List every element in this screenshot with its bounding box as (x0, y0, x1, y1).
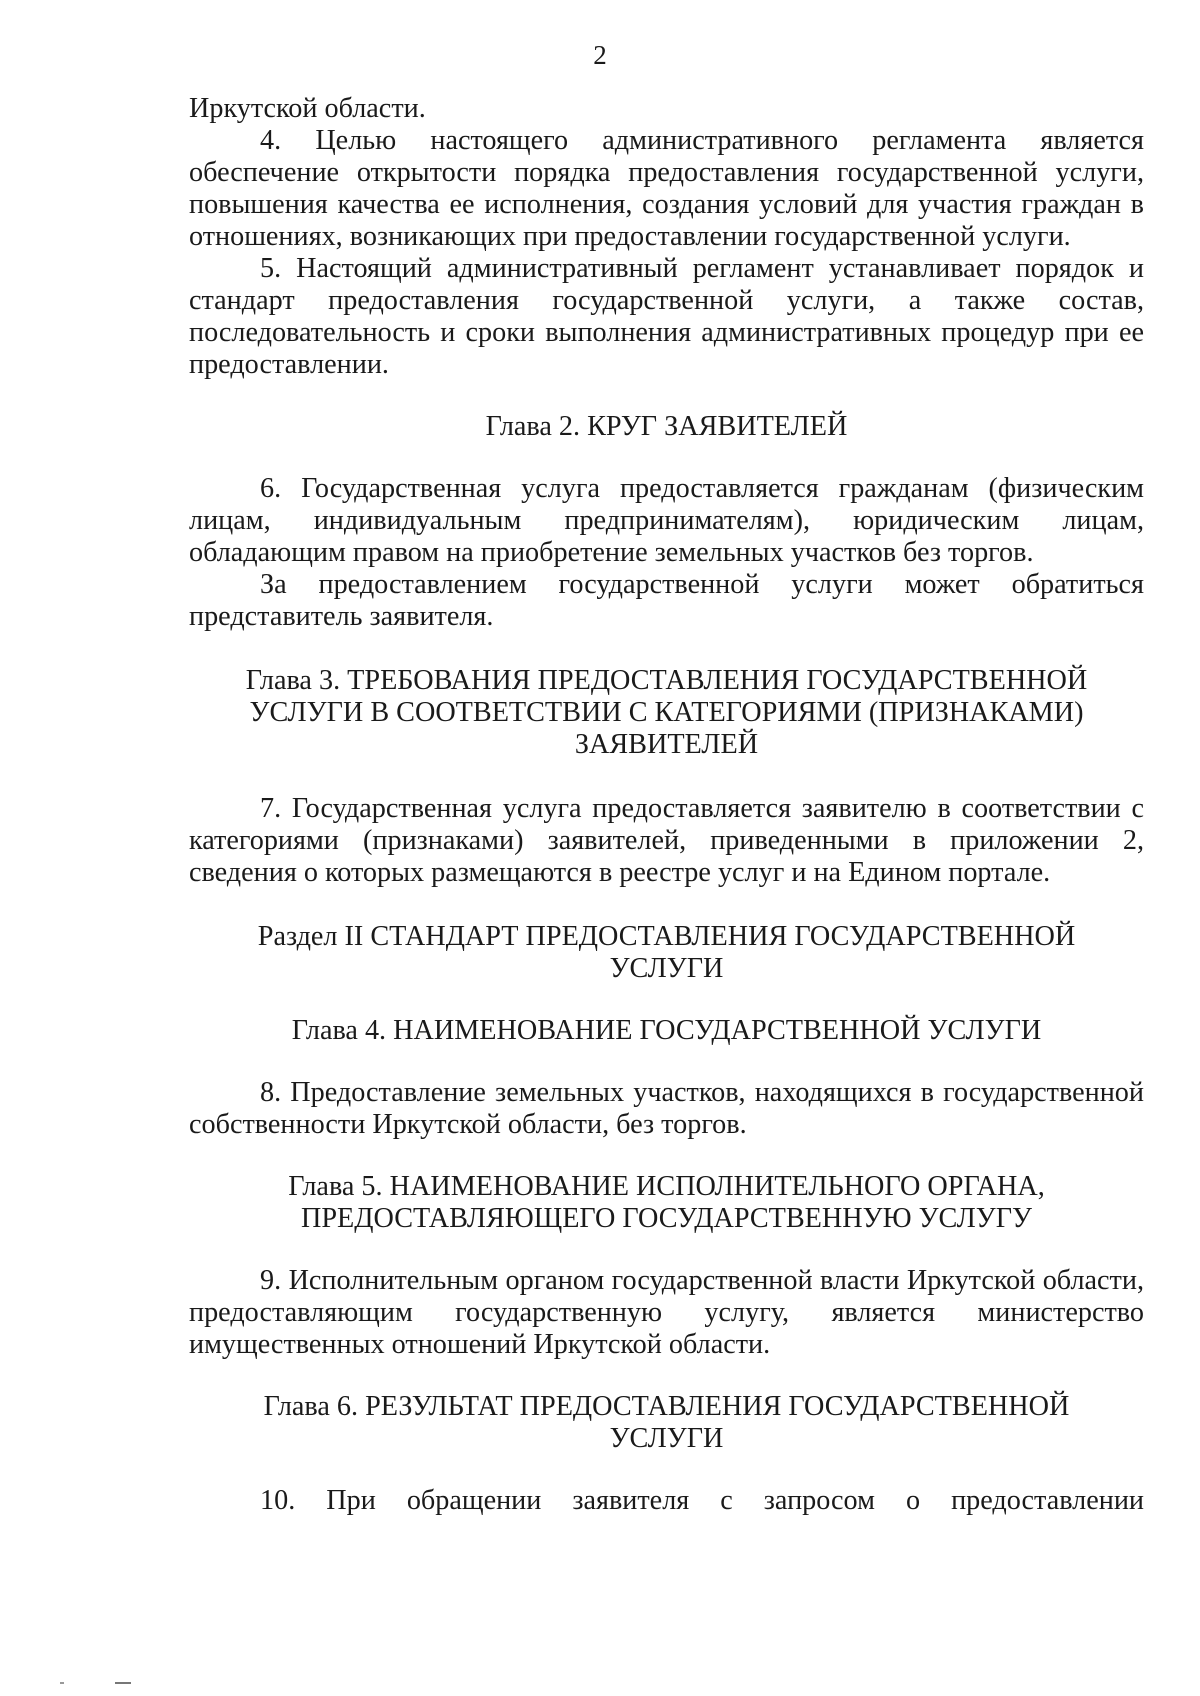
section-2-heading: Раздел II СТАНДАРТ ПРЕДОСТАВЛЕНИЯ ГОСУДАРСТВЕННОЙ УСЛУГИ (257, 921, 1076, 984)
paragraph-8: 8. Предоставление земельных участков, находящихся в государственной собственности Иркутской области, без торгов. (189, 1077, 1144, 1140)
paragraph-continuation: Иркутской области. (189, 93, 426, 124)
chapter-5-heading: Глава 5. НАИМЕНОВАНИЕ ИСПОЛНИТЕЛЬНОГО ОРГАНА, ПРЕДОСТАВЛЯЮЩЕГО ГОСУДАРСТВЕННУЮ УСЛУГУ (288, 1171, 1045, 1234)
chapter-4-heading: Глава 4. НАИМЕНОВАНИЕ ГОСУДАРСТВЕННОЙ УСЛУГИ (291, 1015, 1042, 1046)
scan-marks (60, 1680, 140, 1686)
paragraph-9: 9. Исполнительным органом государственной власти Иркутской области, предоставляющим государственную услугу, является министерство имущественных отношений Иркутской области. (189, 1265, 1144, 1360)
chapter-3-heading: Глава 3. ТРЕБОВАНИЯ ПРЕДОСТАВЛЕНИЯ ГОСУДАРСТВЕННОЙ УСЛУГИ В СООТВЕТСТВИИ С КАТЕГОРИЯМИ (ПРИЗНАКАМИ) ЗАЯВИТЕЛЕЙ (245, 665, 1088, 760)
paragraph-4: 4. Целью настоящего административного регламента является обеспечение открытости порядка предоставления государственной услуги, повышения качества ее исполнения, создания условий для участия граждан в отношениях, возникающих при предоставлении государственной услуги. (189, 125, 1144, 252)
chapter-6-heading: Глава 6. РЕЗУЛЬТАТ ПРЕДОСТАВЛЕНИЯ ГОСУДАРСТВЕННОЙ УСЛУГИ (263, 1391, 1070, 1454)
scan-dot (60, 1682, 64, 1684)
paragraph-10: 10. При обращении заявителя с запросом о предоставлении (260, 1485, 1144, 1516)
document-body (189, 93, 1144, 1517)
paragraph-7: 7. Государственная услуга предоставляется заявителю в соответствии с категориями (признаками) заявителей, приведенными в приложении 2, сведения о которых размещаются в реестре услуг и на Едином портале. (189, 793, 1144, 888)
paragraph-6: 6. Государственная услуга предоставляется гражданам (физическим лицам, индивидуальным предпринимателям), юридическим лицам, обладающим правом на приобретение земельных участков без торгов. (189, 473, 1144, 568)
paragraph-6-representative: За предоставлением государственной услуги может обратиться представитель заявителя. (189, 569, 1144, 632)
scan-dash (115, 1682, 131, 1684)
page-number: 2 (593, 40, 607, 70)
chapter-2-heading: Глава 2. КРУГ ЗАЯВИТЕЛЕЙ (485, 411, 848, 442)
paragraph-5: 5. Настоящий административный регламент устанавливает порядок и стандарт предоставления государственной услуги, а также состав, последовательность и сроки выполнения административных процедур при ее предоставлении. (189, 253, 1144, 380)
